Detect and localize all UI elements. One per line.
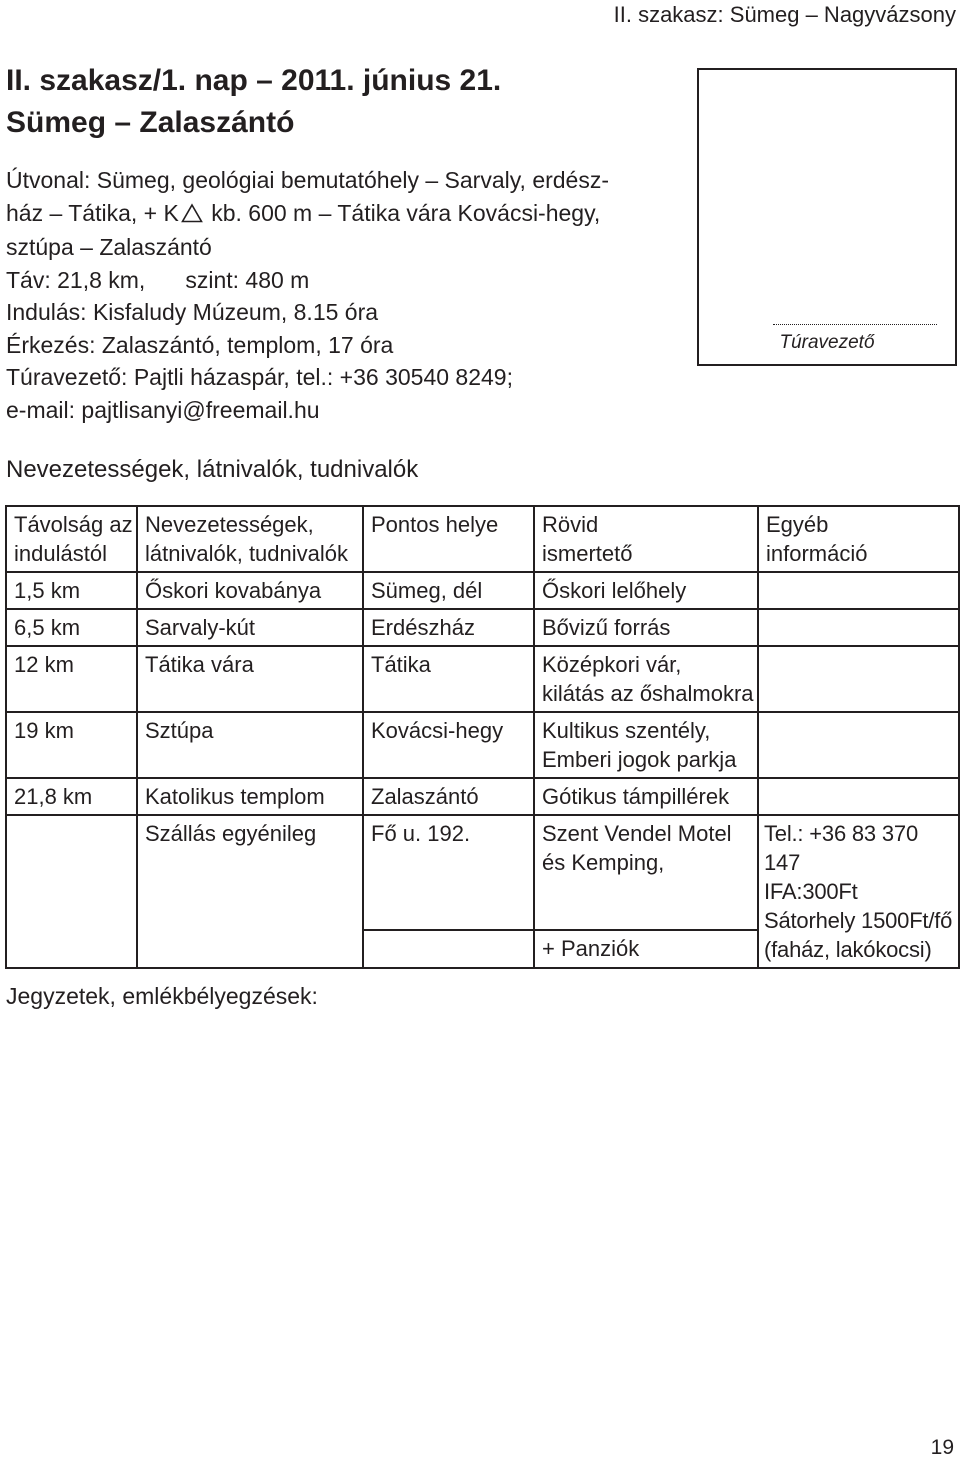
row-sight: Szállás egyénileg (137, 815, 363, 968)
distance-elevation (6, 264, 696, 297)
row-place: Erdészház (363, 609, 534, 646)
guide-contact: Túravezető: Pajtli házaspár, tel.: +36 30540 8249; (6, 364, 513, 390)
table-row-lodging (6, 815, 959, 930)
header-description: Rövid ismertető (534, 506, 758, 572)
row-place: Sümeg, dél (363, 572, 534, 609)
row-other (758, 646, 959, 712)
row-sight: Őskori kovabánya (137, 572, 363, 609)
running-head: II. szakasz: Sümeg – Nagyvázsony (613, 2, 956, 27)
row-place: Zalaszántó (363, 778, 534, 815)
row-sight: Sarvaly-kút (137, 609, 363, 646)
stamp-box (697, 68, 957, 366)
row-other (758, 778, 959, 815)
elevation: szint: 480 m (185, 266, 310, 293)
table-row (6, 572, 959, 609)
header-place: Pontos helye (363, 506, 534, 572)
title-line-2: Sümeg – Zalaszántó (6, 106, 295, 139)
triangle-icon (181, 199, 203, 232)
departure: Indulás: Kisfaludy Múzeum, 8.15 óra (6, 299, 379, 325)
route-info (6, 164, 696, 426)
route-line-1: Útvonal: Sümeg, geológiai bemutatóhely – Sarvaly, erdész- (6, 167, 610, 193)
signature-line (773, 324, 937, 325)
stamp-label: Túravezető (779, 332, 875, 353)
row-place: Fő u. 192. (363, 815, 534, 930)
arrival: Érkezés: Zalaszántó, templom, 17 óra (6, 331, 394, 358)
row-description: Szent Vendel Motel és Kemping, (534, 815, 758, 930)
row-sight: Sztúpa (137, 712, 363, 778)
row-other (758, 609, 959, 646)
row-distance: 19 km (6, 712, 137, 778)
row-description: Kultikus szentély, Emberi jogok parkja (534, 712, 758, 778)
row-sight: Tátika vára (137, 646, 363, 712)
table-row (6, 609, 959, 646)
route-line-2 (6, 197, 696, 232)
route-line-3: sztúpa – Zalaszántó (6, 234, 212, 260)
row-description: Gótikus támpillérek (534, 778, 758, 815)
guide-email: e-mail: pajtlisanyi@freemail.hu (6, 396, 320, 423)
row-distance: 6,5 km (6, 609, 137, 646)
table-row (6, 646, 959, 712)
header-other: Egyéb információ (758, 506, 959, 572)
row-other: Tel.: +36 83 370 147 IFA:300Ft Sátorhely 1500Ft/fő (faház, lakókocsi) (758, 815, 959, 968)
row-distance: 12 km (6, 646, 137, 712)
header-sight: Nevezetességek, látnivalók, tudnivalók (137, 506, 363, 572)
page-title (6, 60, 501, 144)
row-sight: Katolikus templom (137, 778, 363, 815)
sights-table (5, 505, 960, 969)
title-line-1: II. szakasz/1. nap – 2011. június 21. (6, 64, 502, 97)
row-description: Középkori vár, kilátás az őshalmokra (534, 646, 758, 712)
route-line-2-end: kb. 600 m – Tátika vára Kovácsi-hegy, (204, 199, 601, 226)
row-distance: 1,5 km (6, 572, 137, 609)
row-distance: 21,8 km (6, 778, 137, 815)
row-other (758, 572, 959, 609)
row-distance (6, 815, 137, 968)
route-line-2-start: ház – Tátika, + K (6, 199, 179, 226)
row-description: Bővizű forrás (534, 609, 758, 646)
row-place: Tátika (363, 646, 534, 712)
table-header-row (6, 506, 959, 572)
notes-label: Jegyzetek, emlékbélyegzések: (6, 983, 318, 1009)
page-number: 19 (930, 1436, 954, 1459)
header-distance: Távolság az indulástól (6, 506, 137, 572)
table-row (6, 778, 959, 815)
row-other (758, 712, 959, 778)
section-heading: Nevezetességek, látnivalók, tudnivalók (6, 456, 419, 483)
table-row (6, 712, 959, 778)
row-description-extra: + Panziók (534, 930, 758, 968)
distance: Táv: 21,8 km, (6, 266, 146, 293)
row-place: Kovácsi-hegy (363, 712, 534, 778)
row-description: Őskori lelőhely (534, 572, 758, 609)
row-place (363, 930, 534, 968)
